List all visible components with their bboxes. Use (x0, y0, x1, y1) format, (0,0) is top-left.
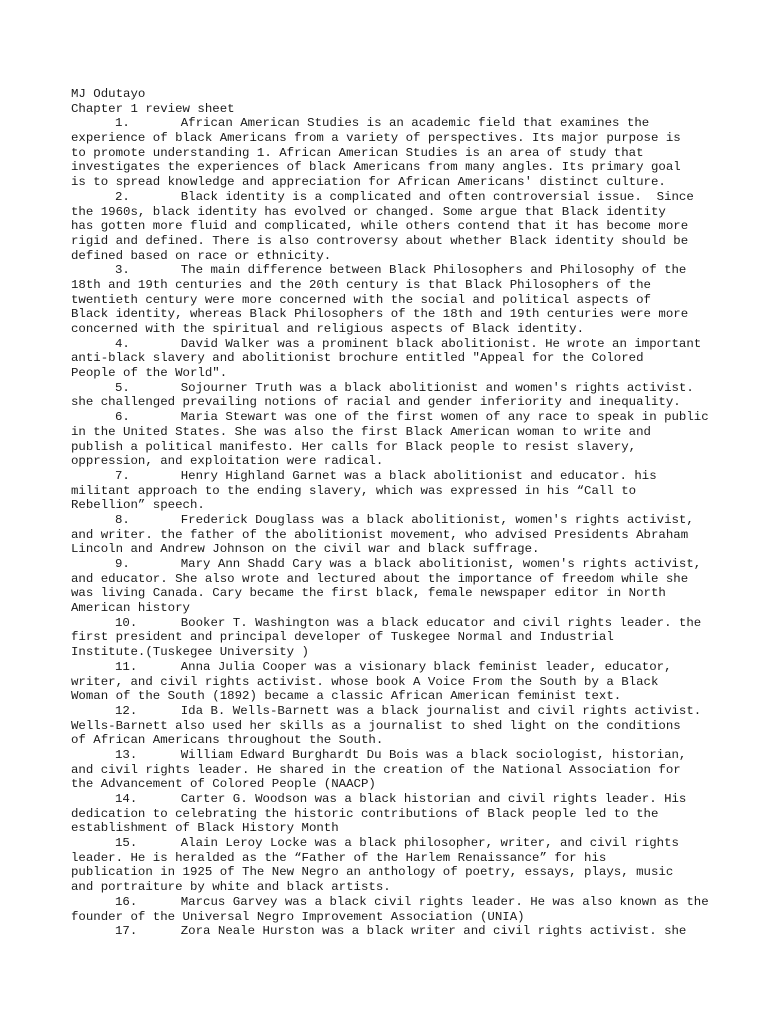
review-item (71, 116, 701, 189)
review-item (71, 924, 701, 939)
review-item-number: 9. (115, 557, 130, 571)
review-item-line (71, 498, 701, 513)
review-item (71, 410, 709, 469)
review-item-line (71, 763, 701, 778)
review-item-line (71, 572, 701, 587)
review-item-first-line (71, 836, 701, 851)
review-item-text: Mary Ann Shadd Cary was a black abolitionist, women's rights activist, (180, 557, 702, 571)
review-item-number: 17. (115, 924, 138, 939)
review-item (71, 513, 701, 557)
review-item (71, 894, 709, 924)
review-item-line (71, 307, 701, 322)
review-item-text: anti-black slavery and abolitionist brochure entitled "Appeal for the Colored (71, 351, 644, 366)
review-item-text: Alain Leroy Locke was a black philosopher, writer, and civil rights (180, 836, 679, 851)
review-item-line (71, 675, 701, 690)
review-item-line (71, 630, 701, 645)
review-item-first-line (71, 748, 701, 763)
review-item (71, 190, 701, 263)
review-item (71, 337, 701, 381)
review-item-text: American history (71, 601, 190, 616)
review-item-line (71, 851, 701, 866)
review-item-text: she challenged prevailing notions of racial and gender inferiority and inequality. (71, 395, 681, 410)
review-item-text: to promote understanding 1. African American Studies is an area of study that (71, 145, 644, 160)
review-item-text: writer, and civil rights activist. whose book A Voice From the South by a Black (71, 674, 659, 689)
review-item-text: leader. He is heralded as the “Father of the Harlem Renaissance” for his (71, 850, 607, 865)
review-item-first-line (71, 190, 701, 205)
review-item-text: Booker T. Washington was a black educator and civil rights leader. the (180, 615, 702, 630)
review-item-number: 14. (115, 792, 138, 806)
review-item-text: Anna Julia Cooper was a visionary black feminist leader, educator, (180, 659, 672, 674)
review-item-text: Black identity, whereas Black Philosophers of the 18th and 19th centuries were more (71, 307, 689, 322)
review-item-line (71, 733, 701, 748)
review-item-text: has gotten more fluid and complicated, while others contend that it has become more (71, 219, 689, 234)
review-item-number: 12. (115, 703, 138, 718)
review-item-line (71, 249, 701, 264)
review-item (71, 748, 701, 792)
review-item-line (71, 910, 701, 925)
review-item-text: Rebellion” speech. (71, 498, 205, 513)
review-item-first-line (71, 660, 701, 675)
review-item-text: Henry Highland Garnet was a black abolitionist and educator. his (180, 468, 657, 483)
review-item-line (71, 366, 701, 381)
review-item-line (71, 777, 701, 792)
document-page (71, 87, 709, 939)
review-item-line (71, 278, 701, 293)
review-item-text: Ida B. Wells-Barnett was a black journalist and civil rights activist. (180, 703, 702, 718)
review-item-first-line (71, 894, 709, 910)
review-item-text: Woman of the South (1892) became a classic African American feminist text. (71, 689, 622, 704)
review-item-line (71, 586, 701, 601)
review-item (71, 660, 701, 704)
review-item-line (71, 484, 701, 499)
review-item-text: David Walker was a prominent black abolitionist. He wrote an important (180, 336, 702, 351)
review-item-number: 7. (115, 468, 130, 483)
review-item-text: and writer. the father of the abolitionist movement, who advised Presidents Abraham (71, 527, 689, 542)
review-item-text: 18th and 19th centuries and the 20th century is that Black Philosophers of the (71, 277, 651, 292)
review-item-line (71, 131, 701, 146)
review-item-text: publication in 1925 of The New Negro an anthology of poetry, essays, plays, music (71, 865, 674, 880)
review-item-line (71, 807, 701, 822)
review-item-first-line (71, 616, 701, 631)
review-item-text: William Edward Burghardt Du Bois was a black sociologist, historian, (180, 747, 687, 762)
review-item-number: 5. (115, 380, 130, 395)
review-item-line (71, 395, 701, 410)
review-item-text: founder of the Universal Negro Improvement Association (UNIA) (71, 909, 525, 924)
review-item-line (71, 351, 701, 366)
review-item-first-line (71, 263, 701, 278)
review-item-number: 4. (115, 336, 130, 351)
review-item-first-line (71, 792, 701, 807)
review-item-line (71, 865, 701, 880)
document-author: MJ Odutayo (71, 87, 146, 101)
review-item-first-line (71, 469, 701, 484)
review-item-text: concerned with the spiritual and religious aspects of Black identity. (71, 322, 585, 336)
review-item-line (71, 322, 701, 337)
review-item-line (71, 160, 701, 175)
review-item-first-line (71, 116, 701, 131)
review-item-number: 11. (115, 659, 138, 674)
review-item-text: oppression, and exploitation were radical. (71, 454, 384, 469)
review-item (71, 836, 701, 895)
review-item-text: Zora Neale Hurston was a black writer and civil rights activist. she (180, 924, 687, 939)
document-title: Chapter 1 review sheet (71, 101, 235, 116)
review-item-text: defined based on race or ethnicity. (71, 248, 332, 263)
review-item-line (71, 880, 701, 895)
review-item-number: 8. (115, 512, 130, 527)
review-item-text: of African Americans throughout the South. (71, 733, 384, 748)
review-item (71, 381, 701, 410)
review-item-line (71, 645, 701, 660)
review-item-first-line (71, 924, 701, 939)
review-item-line (71, 146, 701, 161)
review-item-text: Marcus Garvey was a black civil rights leader. He was also known as the (180, 894, 709, 909)
review-item-line (71, 219, 701, 234)
review-item (71, 792, 701, 836)
review-item-text: and portraiture by white and black artists. (71, 880, 391, 895)
review-item-line (71, 689, 701, 704)
review-item-first-line (71, 513, 701, 528)
review-item-text: establishment of Black History Month (71, 821, 339, 836)
review-item-first-line (71, 337, 701, 352)
review-item-text: rigid and defined. There is also controversy about whether Black identity should be (71, 233, 689, 248)
review-item-line (71, 542, 701, 557)
review-item-number: 16. (115, 894, 138, 909)
review-item-text: Institute.(Tuskegee University ) (71, 645, 309, 660)
review-item-text: Lincoln and Andrew Johnson on the civil war and black suffrage. (71, 542, 540, 557)
review-item-line (71, 425, 701, 440)
review-item-line (71, 601, 701, 616)
review-item-text: Black identity is a complicated and often controversial issue. Since (180, 189, 694, 204)
review-item (71, 704, 701, 748)
review-item-line (71, 821, 701, 836)
review-item-text: the Advancement of Colored People (NAACP) (71, 777, 376, 792)
review-item-text: dedication to celebrating the historic contributions of Black people led to the (71, 806, 659, 821)
review-item-line (71, 719, 701, 734)
review-item-text: African American Studies is an academic field that examines the (180, 116, 650, 131)
review-item-number: 1. (115, 116, 130, 131)
review-item-text: Maria Stewart was one of the first women of any race to speak in public (180, 410, 709, 425)
review-item-line (71, 454, 701, 469)
review-item-text: in the United States. She was also the first Black American woman to write and (71, 424, 651, 439)
review-item-text: is to spread knowledge and appreciation for African Americans' distinct culture. (71, 175, 666, 190)
review-item-first-line (71, 557, 701, 572)
review-item (71, 557, 701, 616)
review-item-number: 2. (115, 189, 130, 204)
review-item-text: and civil rights leader. He shared in the creation of the National Association for (71, 762, 681, 777)
review-item-line (71, 205, 701, 220)
review-item-number: 6. (115, 410, 130, 425)
review-item-line (71, 440, 701, 455)
review-item-text: experience of black Americans from a variety of perspectives. Its major purpose is (71, 131, 681, 146)
review-item-text: The main difference between Black Philosophers and Philosophy of the (180, 263, 687, 278)
review-item-first-line (71, 410, 709, 425)
review-item-text: twentieth century were more concerned with the social and political aspects of (71, 292, 651, 307)
review-item-text: Sojourner Truth was a black abolitionist and women's rights activist. (180, 380, 694, 395)
review-item-line (71, 293, 701, 308)
review-item-number: 15. (115, 836, 138, 851)
review-item-text: Frederick Douglass was a black abolitionist, women's rights activist, (180, 512, 694, 527)
review-item-line (71, 175, 701, 190)
review-item-list (71, 116, 709, 939)
review-item-first-line (71, 381, 701, 396)
review-item-line (71, 528, 701, 543)
review-item (71, 616, 701, 660)
review-item-text: Carter G. Woodson was a black historian and civil rights leader. His (180, 792, 687, 806)
review-item-number: 13. (115, 747, 138, 762)
review-item-text: militant approach to the ending slavery, which was expressed in his “Call to (71, 483, 637, 498)
review-item-text: Wells-Barnett also used her skills as a journalist to shed light on the conditions (71, 718, 681, 733)
review-item-text: investigates the experiences of black Americans from many angles. Its primary goal (71, 160, 681, 175)
review-item-number: 10. (115, 615, 138, 630)
review-item-text: first president and principal developer of Tuskegee Normal and Industrial (71, 630, 614, 645)
review-item (71, 263, 701, 336)
review-item-first-line (71, 704, 701, 719)
review-item-text: People of the World". (71, 366, 228, 381)
review-item-number: 3. (115, 263, 130, 278)
review-item-line (71, 234, 701, 249)
review-item-text: the 1960s, black identity has evolved or changed. Some argue that Black identity (71, 204, 666, 219)
review-item-text: publish a political manifesto. Her calls for Black people to resist slavery, (71, 439, 637, 454)
review-item (71, 469, 701, 513)
review-item-text: and educator. She also wrote and lectured about the importance of freedom while she (71, 571, 689, 586)
review-item-text: was living Canada. Cary became the first black, female newspaper editor in North (71, 586, 666, 601)
